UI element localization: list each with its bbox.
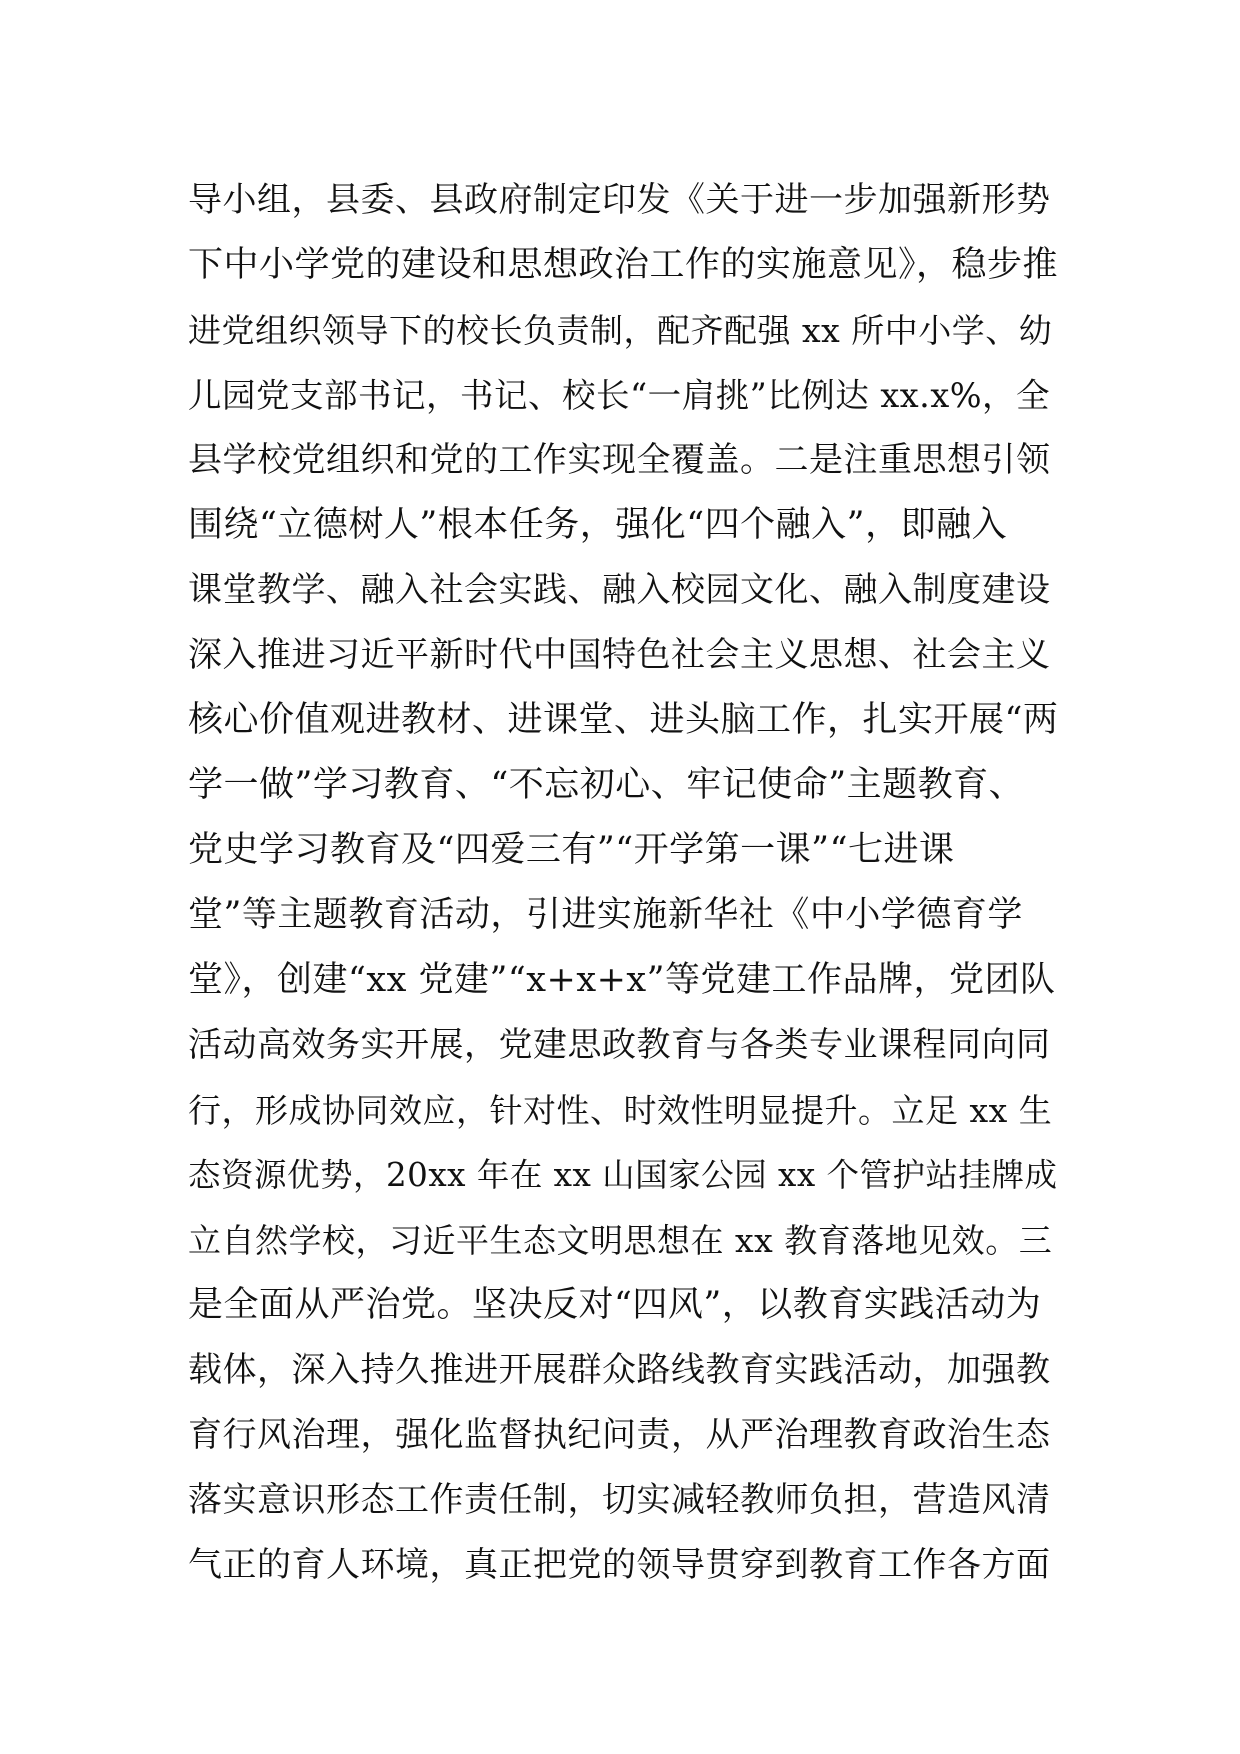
- text-line: 立自然学校，习近平生态文明思想在 xx 教育落地见效。三: [188, 1221, 1053, 1260]
- text-line: 活动高效务实开展，党建思政教育与各类专业课程同向同: [188, 1025, 1051, 1065]
- text-line: 党史学习教育及“四爱三有”“开学第一课”“七进课: [188, 830, 955, 870]
- text-line: 态资源优势，20xx 年在 xx 山国家公园 xx 个管护站挂牌成: [188, 1156, 1058, 1194]
- text-line: 是全面从严治党。坚决反对“四风”，以教育实践活动为: [188, 1285, 1042, 1325]
- text-line: 堂”等主题教育活动，引进实施新华社《中小学德育学: [188, 895, 1023, 935]
- text-line: 围绕“立德树人”根本任务，强化“四个融入”，即融入: [188, 505, 1008, 545]
- text-line: 课堂教学、融入社会实践、融入校园文化、融入制度建设: [188, 570, 1051, 610]
- text-line: 下中小学党的建设和思想政治工作的实施意见》，稳步推: [188, 245, 1059, 285]
- text-line: 气正的育人环境，真正把党的领导贯穿到教育工作各方面: [188, 1545, 1051, 1585]
- text-line: 育行风治理，强化监督执纪问责，从严治理教育政治生态: [188, 1415, 1051, 1455]
- text-line: 核心价值观进教材、进课堂、进头脑工作，扎实开展“两: [188, 700, 1059, 740]
- text-line: 行，形成协同效应，针对性、时效性明显提升。立足 xx 生: [188, 1091, 1053, 1130]
- body-text: [188, 168, 1058, 1598]
- text-line: 导小组，县委、县政府制定印发《关于进一步加强新形势: [188, 180, 1051, 220]
- text-line: 载体，深入持久推进开展群众路线教育实践活动，加强教: [188, 1350, 1051, 1390]
- text-line: 落实意识形态工作责任制，切实减轻教师负担，营造风清: [188, 1480, 1051, 1520]
- text-line: 进党组织领导下的校长负责制，配齐配强 xx 所中小学、幼: [188, 311, 1053, 350]
- text-line: 深入推进习近平新时代中国特色社会主义思想、社会主义: [188, 635, 1051, 675]
- text-line: 堂》，创建“xx 党建”“x+x+x”等党建工作品牌，党团队: [188, 960, 1056, 1000]
- text-line: 县学校党组织和党的工作实现全覆盖。二是注重思想引领: [188, 440, 1051, 480]
- text-line: 儿园党支部书记，书记、校长“一肩挑”比例达 xx.x%，全: [188, 376, 1051, 415]
- text-line: 学一做”学习教育、“不忘初心、牢记使命”主题教育、: [188, 765, 1025, 805]
